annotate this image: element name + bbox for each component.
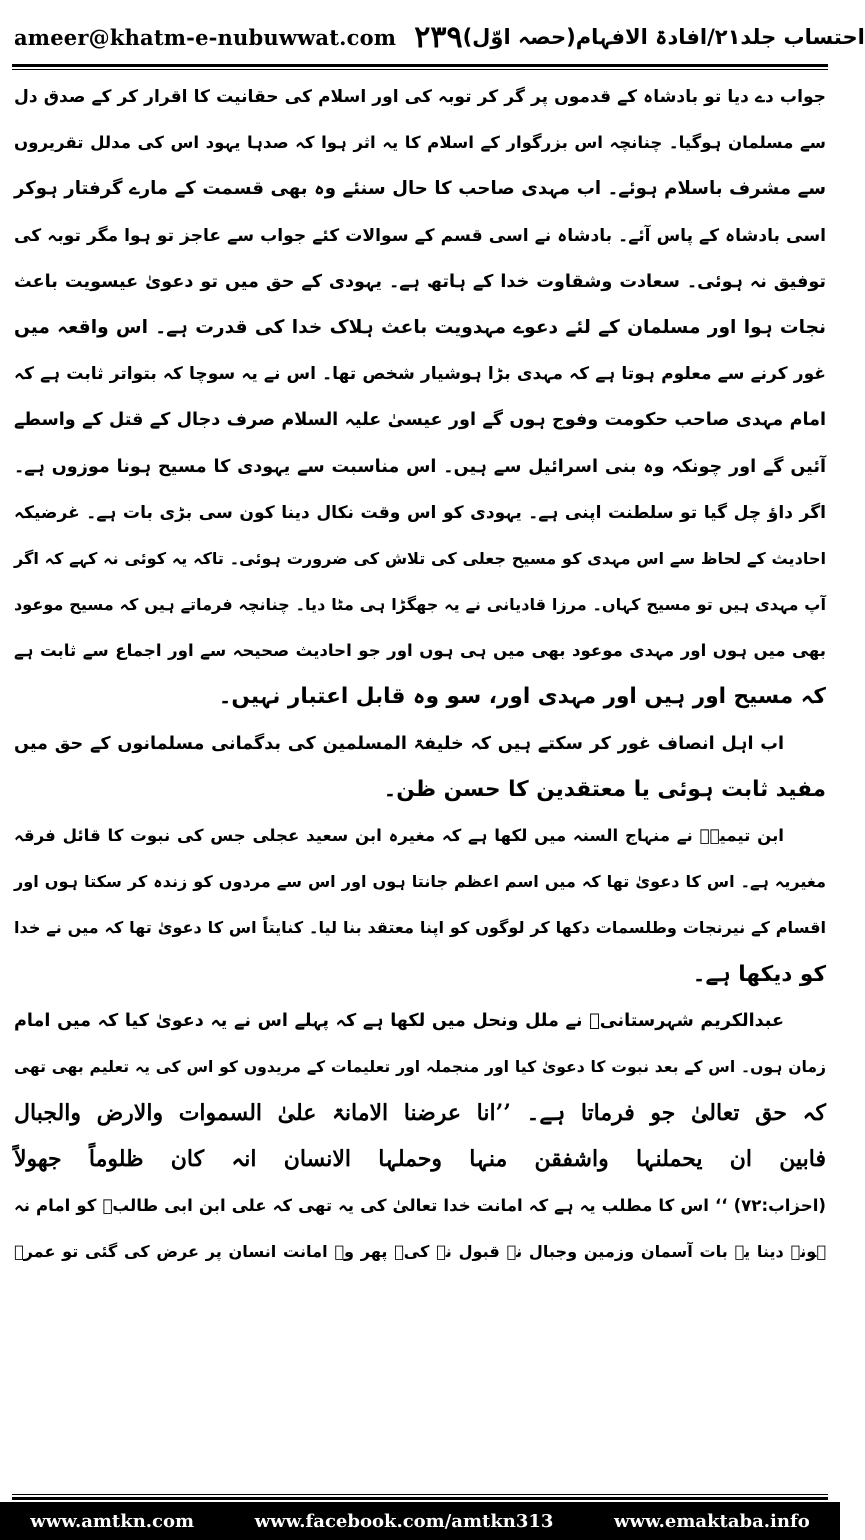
body-line: کو دیکھا ہے۔ <box>692 961 826 987</box>
footer-bar <box>0 1502 840 1540</box>
body-line: آئیں گے اور چونکہ وہ بنی اسرائیل سے ہیں۔ اس مناسبت سے یہودی کا مسیح ہونا موزوں ہے۔ <box>14 456 826 477</box>
header-email: ameer@khatm-e-nubuwwat.com <box>14 24 397 50</box>
body-line: اب اہل انصاف غور کر سکتے ہیں کہ خلیفۃ المسلمین کی بدگمانی مسلمانوں کے حق میں <box>14 733 784 754</box>
header-divider <box>12 64 828 70</box>
body-line: (احزاب:۷۲) ‘‘ اس کا مطلب یہ ہے کہ امانت خدا تعالیٰ کی یہ تھی کہ علی ابن ابی طالبؓ کو امام نہ <box>14 1195 826 1215</box>
footer-link-facebook[interactable]: www.facebook.com/amtkn313 <box>254 1510 554 1532</box>
body-line: احادیث کے لحاظ سے اس مہدی کو مسیح جعلی کی تلاش کی ضرورت ہوئی۔ تاکہ یہ کوئی نہ کہے کہ اگر <box>14 548 826 568</box>
page-number: ۲۳۹ <box>414 19 463 55</box>
body-line: توفیق نہ ہوئی۔ سعادت وشقاوت خدا کے ہاتھ ہے۔ یہودی کے حق میں تو دعویٰ عیسویت باعث <box>14 271 826 292</box>
body-line: اسی بادشاہ کے پاس آئے۔ بادشاہ نے اسی قسم کے سوالات کئے جواب سے عاجز تو ہوا مگر توبہ کی <box>14 225 826 246</box>
body-line: عبدالکریم شہرستانیؒ نے ملل ونحل میں لکھا ہے کہ پہلے اس نے یہ دعویٰ کیا کہ میں امام <box>14 1010 784 1031</box>
body-line: سے مسلمان ہوگیا۔ چنانچہ اس بزرگوار کے اسلام کا یہ اثر ہوا کہ صدہا یہود اس کی مدلل تقریروں <box>14 133 826 153</box>
page-body <box>14 74 826 1480</box>
body-line: کہ مسیح اور ہیں اور مہدی اور، سو وہ قابل اعتبار نہیں۔ <box>218 684 826 710</box>
body-line: کہ حق تعالیٰ جو فرماتا ہے۔ ’’انا عرضنا الامانۃ علیٰ السموات والارض والجبال <box>14 1100 826 1127</box>
body-line: بھی میں ہوں اور مہدی موعود بھی میں ہی ہوں اور جو احادیث صحیحہ سے اور اجماع سے ثابت ہے <box>14 641 826 661</box>
body-line: اقسام کے نیرنجات وطلسمات دکھا کر لوگوں کو اپنا معتقد بنا لیا۔ کنایتاً اس کا دعویٰ تھا کہ میں نے خدا <box>14 918 826 938</box>
book-title: احتساب جلد۲۱/افادۃ الافہام(حصہ اوّل) <box>462 25 865 49</box>
footer-link-emaktaba[interactable]: www.emaktaba.info <box>613 1510 810 1532</box>
page-header <box>14 12 865 62</box>
footer-link-amtkn[interactable]: www.amtkn.com <box>30 1510 195 1532</box>
body-line: ابن تیمیہؒ نے منہاج السنہ میں لکھا ہے کہ مغیرہ ابن سعید عجلی جس کی نبوت کا قائل فرقہ <box>14 826 784 845</box>
footer-divider <box>12 1494 828 1500</box>
body-line: سے مشرف باسلام ہوئے۔ اب مہدی صاحب کا حال سنئے وہ بھی قسمت کے مارے گرفتار ہوکر <box>14 178 826 200</box>
body-line: مغیریہ ہے۔ اس کا دعویٰ تھا کہ میں اسم اعظم جانتا ہوں اور اس سے مردوں کو زندہ کر سکتا ہوں اور <box>14 872 826 892</box>
body-line: اگر داؤ چل گیا تو سلطنت اپنی ہے۔ یہودی کو اس وقت نکال دینا کون سی بڑی بات ہے۔ غرضیکہ <box>14 502 826 523</box>
body-line: زمان ہوں۔ اس کے بعد نبوت کا دعویٰ کیا اور منجملہ اور تعلیمات کے مریدوں کو اس کی یہ تعلیم بھی تھی <box>14 1057 826 1076</box>
body-line: غور کرنے سے معلوم ہوتا ہے کہ مہدی بڑا ہوشیار شخص تھا۔ اس نے یہ سوچا کہ بتواتر ثابت ہے کہ <box>14 364 826 385</box>
body-line: امام مہدی صاحب حکومت وفوج ہوں گے اور عیسیٰ علیہ السلام صرف دجال کے قتل کے واسطے <box>14 410 826 431</box>
body-line: نجات ہوا اور مسلمان کے لئے دعوے مہدویت باعث ہلاک خدا کی قدرت ہے۔ اس واقعہ میں <box>14 316 826 338</box>
body-line: جواب دے دیا تو بادشاہ کے قدموں پر گر کر توبہ کی اور اسلام کی حقانیت کا اقرار کر کے صدق دل <box>14 87 826 107</box>
body-line: مفید ثابت ہوئی یا معتقدین کا حسن ظن۔ <box>383 776 826 802</box>
body-line: آپ مہدی ہیں تو مسیح کہاں۔ مرزا قادیانی نے یہ جھگڑا ہی مٹا دیا۔ چنانچہ فرماتے ہیں کہ مسیح موعود <box>14 595 826 615</box>
body-line: ہونے دینا یہ بات آسمان وزمین وجبال نے قبول نہ کی۔ پھر وہ امانت انسان پر عرض کی گئی تو عمرؓ <box>14 1241 826 1261</box>
body-line: فابین ان یحملنہا واشفقن منہا وحملہا الانسان انہ کان ظلوماً جھولاً <box>14 1146 826 1173</box>
